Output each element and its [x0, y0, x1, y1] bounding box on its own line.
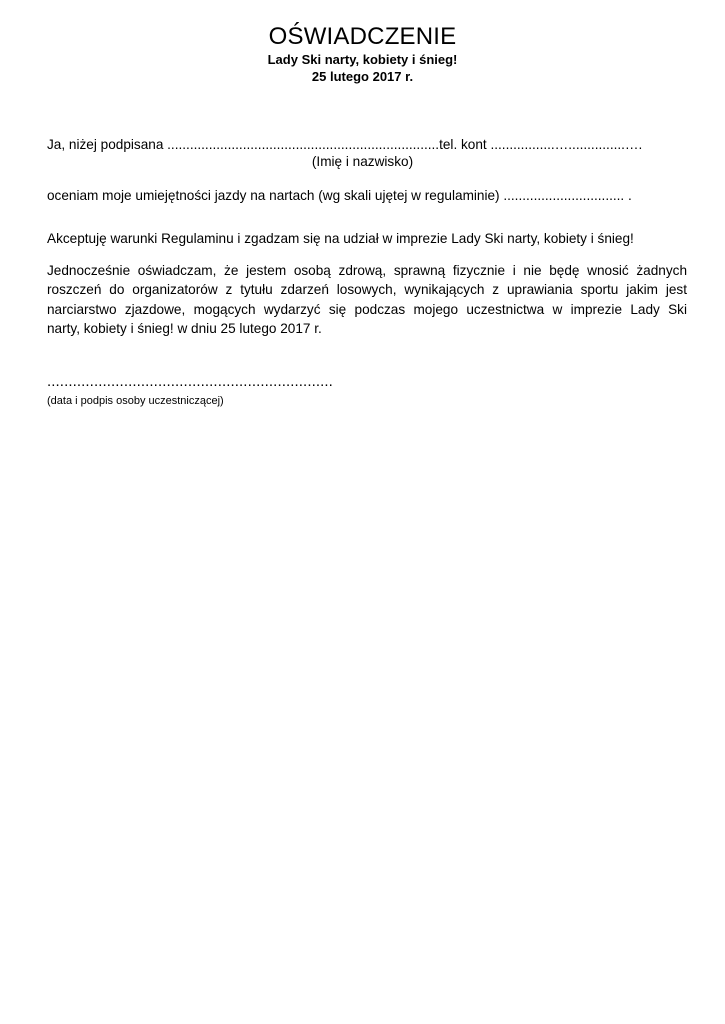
terms-acceptance: Akceptuję warunki Regulaminu i zgadzam się na udział w imprezie Lady Ski narty, kobiety i śnieg!	[47, 231, 634, 246]
document-title: OŚWIADCZENIE	[268, 23, 457, 50]
declaration-line: narciarstwo zjazdowe, mogących wydarzyć się podczas mojego uczestnictwa w imprezie Lady Ski	[47, 301, 687, 317]
signature-caption: (data i podpis osoby uczestniczącej)	[47, 395, 224, 407]
declaration-paragraph	[47, 261, 687, 338]
declaration-line: narty, kobiety i śnieg! w dniu 25 lutego 2017 r.	[47, 320, 322, 336]
declaration-line: Jednocześnie oświadczam, że jestem osobą zdrową, sprawną fizycznie i nie będę wnosić żadnych	[47, 263, 687, 278]
ski-skill-line: oceniam moje umiejętności jazdy na nartach (wg skali ujętej w regulaminie) ................................ .	[47, 188, 632, 203]
name-phone-line: Ja, niżej podpisana ........................................................................tel. kont .................…...............….	[47, 137, 643, 152]
signature-line: ...................................................................	[47, 373, 333, 390]
event-name: Lady Ski narty, kobiety i śnieg!	[267, 52, 458, 67]
event-date: 25 lutego 2017 r.	[311, 69, 414, 84]
declaration-line: roszczeń do organizatorów z tytułu zdarzeń losowych, wynikających z uprawiania sportu jakim jest	[47, 282, 687, 298]
name-hint: (Imię i nazwisko)	[311, 154, 414, 169]
